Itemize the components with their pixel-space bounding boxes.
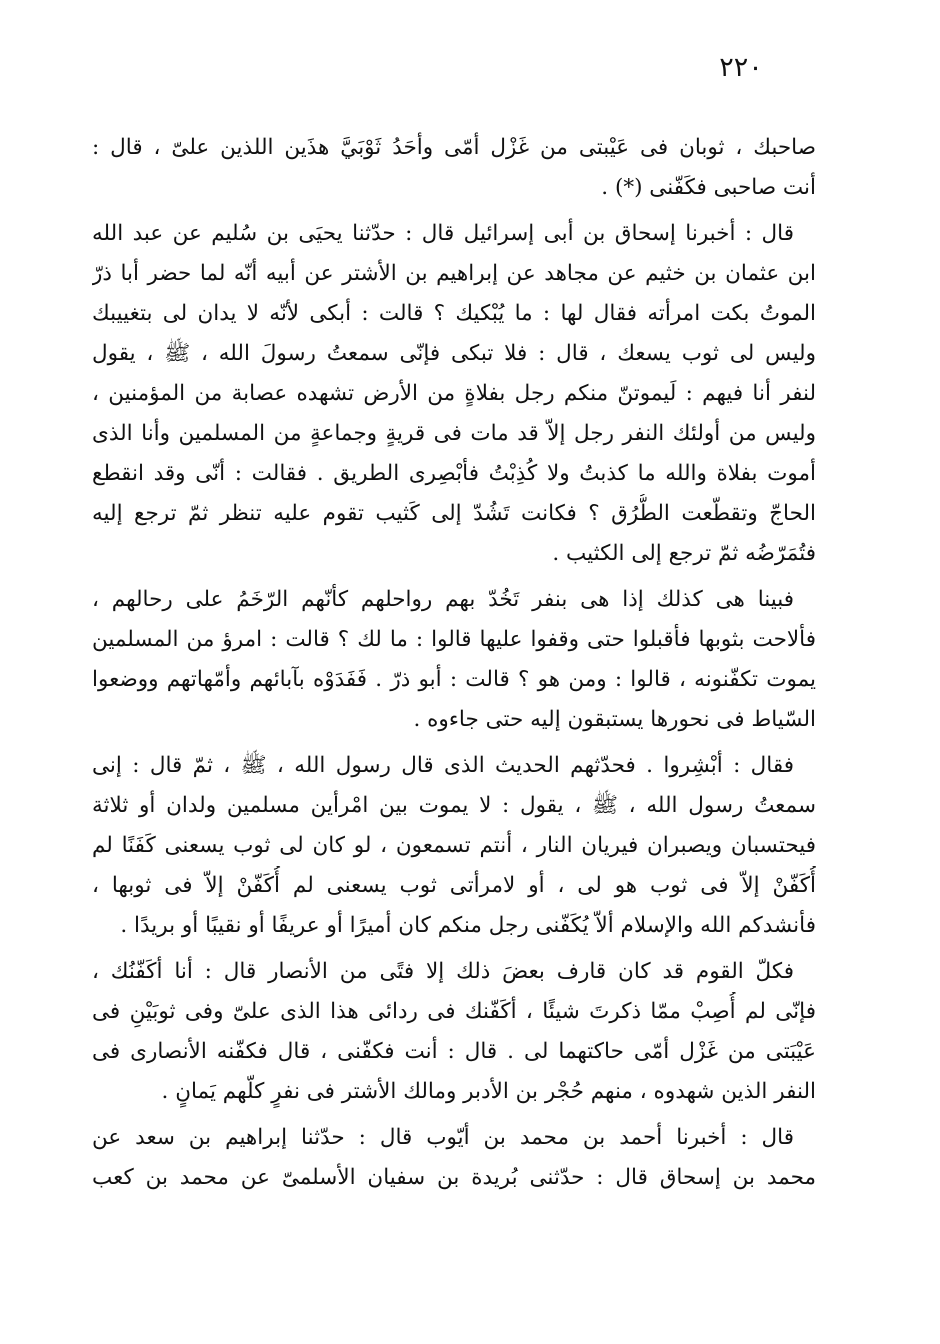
text-line: فبينا هى كذلك إذا هى بنفر تَخُدّ بهم رواحلهم كأنّهم الرّخَمُ على رحالهم ، bbox=[92, 587, 794, 612]
text-line: الحاجّ وتقطّعت الطُّرُق ؟ فكانت تَشُدّ إلى كَثيب تقوم عليه تنظر ثمّ ترجع إليه bbox=[92, 501, 816, 526]
text-line: فألاحت بثوبها فأقبلوا حتى وقفوا عليها قالوا : ما لك ؟ قالت : امرؤ من المسلمين bbox=[92, 627, 816, 652]
text-line: لنفر أنا فيهم : لَيموتنّ منكم رجل بفلاةٍ من الأرض تشهده عصابة من المؤمنين ، bbox=[92, 381, 816, 406]
text-line: أنت صاحبى فكَفّنى (*) . bbox=[601, 175, 816, 200]
text-line: فقال : أبْشِروا . فحدّثهم الحديث الذى قال رسول الله ، ﷺ ، ثمّ قال : إنى bbox=[92, 753, 794, 778]
text-line: أموت بفلاة والله ما كذبتُ ولا كُذِبْتُ فأبْصِرى الطريق . فقالت : أنّى وقد انقطع bbox=[92, 461, 816, 486]
text-line: سمعتُ رسول الله ، ﷺ ، يقول : لا يموت بين امْرأين مسلمين ولدان أو ثلاثة bbox=[92, 793, 816, 818]
paragraph bbox=[92, 1118, 816, 1198]
text-line: النفر الذين شهدوه ، منهم حُجْر بن الأدبر ومالك الأشتر فى نفرٍ كلّهم يَمانٍ . bbox=[161, 1079, 816, 1104]
text-line: السّياط فى نحورها يستبقون إليه حتى جاءوه . bbox=[413, 707, 816, 732]
text-line: الموتُ بكت امرأته فقال لها : ما يُبْكيك ؟ قالت : أبكى لأنّه لا يدان لى بتغييبك bbox=[92, 301, 816, 326]
text-line: وليس من أولئك النفر رجل إلاّ قد مات فى قريةٍ وجماعةٍ من المسلمين وأنا الذى bbox=[92, 421, 816, 446]
text-line: محمد بن إسحاق قال : حدّثنى بُريدة بن سفيان الأسلمىّ عن محمد بن كعب bbox=[92, 1165, 816, 1190]
text-line: أُكَفّنْ إلاّ فى ثوب هو لى ، أو لامرأتى ثوب يسعنى لم أُكَفّنْ إلاّ فى ثوبها ، bbox=[92, 873, 816, 898]
text-line: فكلّ القوم قد كان قارف بعضَ ذلك إلا فتًى من الأنصار قال : أنا أكَفّنُك ، bbox=[92, 959, 794, 984]
paragraph bbox=[92, 214, 816, 574]
paragraph bbox=[92, 746, 816, 946]
text-line: فأنشدكم الله والإسلام ألاّ يُكَفّنى رجل منكم كان أميرًا أو عريفًا أو نقيبًا أو بريدًا . bbox=[120, 913, 816, 938]
text-line: فتُمَرّضُه ثمّ ترجع إلى الكثيب . bbox=[552, 541, 816, 566]
text-line: قال : أخبرنا أحمد بن محمد بن أيّوب قال : حدّثنا إبراهيم بن سعد عن bbox=[92, 1125, 794, 1150]
text-line: صاحبك ، ثوبان فى عَيْبتى من غَزْل أمّى وأحَدُ ثَوْبَيَّ هذَين اللذين علىّ ، قال : bbox=[92, 135, 816, 160]
text-line: عَيْبَتى من غَزْل أمّى حاكتهما لى . قال : أنت فكفّنى ، قال فكفّنه الأنصارى فى bbox=[92, 1039, 816, 1064]
text-line: يموت تكفّنونه ، قالوا : ومن هو ؟ قالت : أبو ذرّ . فَفَدَوْه بآبائهم وأمّهاتهم ووضعوا bbox=[92, 667, 816, 692]
text-line: وليس لى ثوب يسعك ، قال : فلا تبكى فإنّى سمعتُ رسولَ الله ، ﷺ ، يقول bbox=[92, 341, 816, 366]
paragraph bbox=[92, 128, 816, 208]
text-line: ابن عثمان بن خثيم عن مجاهد عن إبراهيم بن الأشتر عن أبيه أنّه لما حضر أبا ذرّ bbox=[92, 261, 816, 286]
text-line: فيحتسبان ويصبران فيريان النار ، أنتم تسمعون ، لو كان لى ثوب يسعنى كَفَنًا لم bbox=[92, 833, 816, 858]
paragraph bbox=[92, 580, 816, 740]
text-line: فإنّى لم أُصِبْ ممّا ذكرتَ شيئًا ، أكَفّنك فى ردائى هذا الذى علىّ وفى ثوبَيْنِ فى bbox=[92, 999, 816, 1024]
text-line: قال : أخبرنا إسحاق بن أبى إسرائيل قال : حدّثنا يحيَى بن سُليم عن عبد الله bbox=[92, 221, 794, 246]
paragraph bbox=[92, 952, 816, 1112]
body-text bbox=[92, 128, 816, 1198]
page-number: ٢٢٠ bbox=[719, 52, 763, 83]
